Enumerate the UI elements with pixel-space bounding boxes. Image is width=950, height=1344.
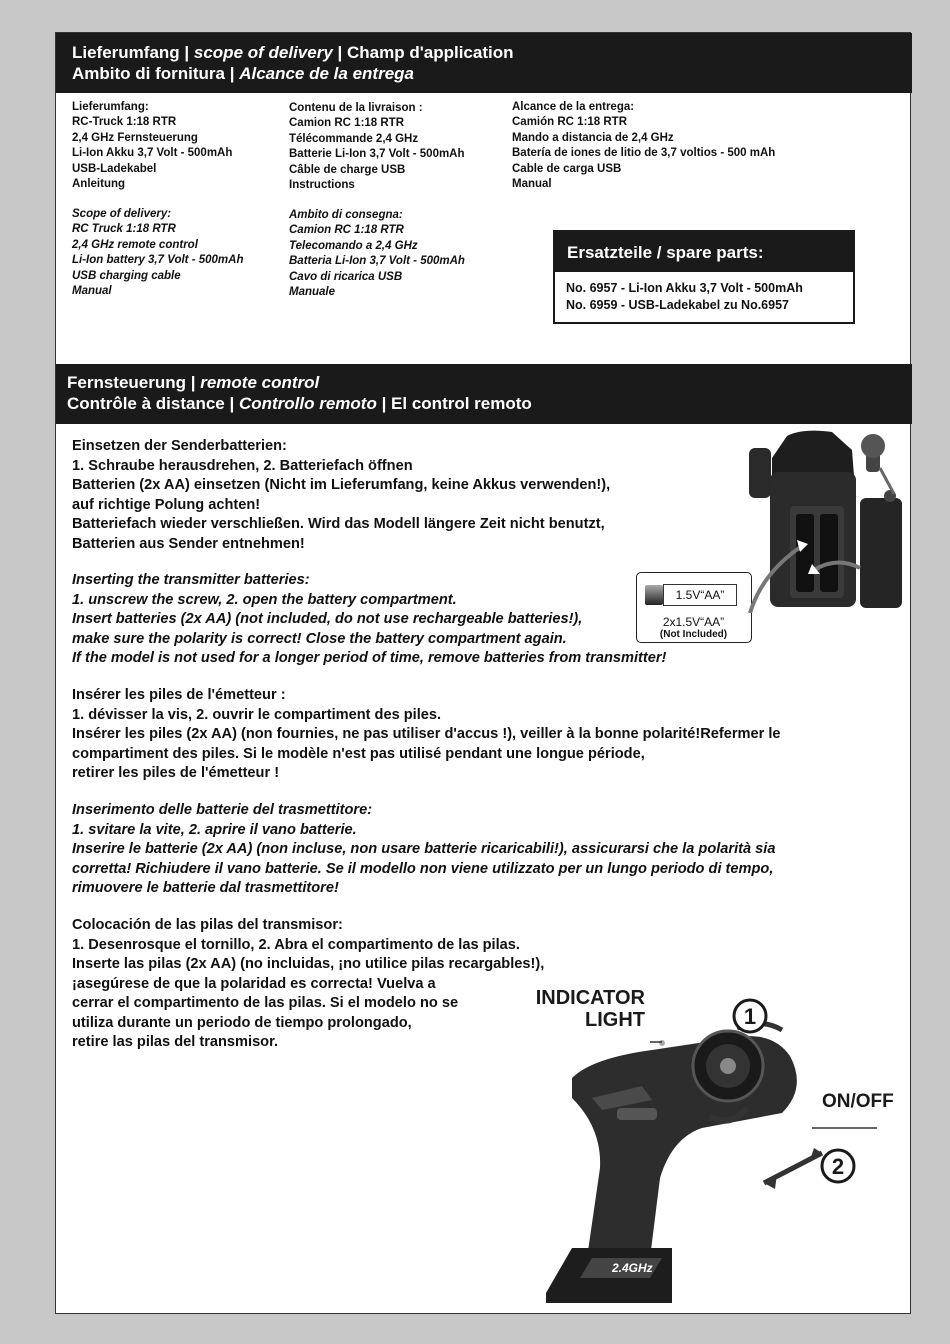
instructions-it: Inserimento delle batterie del trasmettitore: 1. svitare la vite, 2. aprire il vano batterie. Inserire le batterie (2x AA) (non incluse, non usare batterie ricaricabili!), assicurarsi che la polarità sia corretta! Richiudere il vano batterie. Se il modello non viene utilizzato per un lungo periodo di tempo, rimuovere le batterie dal trasmettitore! [72,802,776,896]
onoff-label: ON/OFF [822,1091,894,1112]
battery-compartment-illustration [742,428,912,613]
indicator-light-label: INDICATOR LIGHT [535,987,645,1031]
instructions-de: Einsetzen der Senderbatterien: 1. Schraube herausdrehen, 2. Batteriefach öffnen Batterien (2x AA) einsetzen (Nicht im Lieferumfang, keine Akkus verwenden!), auf richtige Polung achten! Batteriefach wieder verschließen. Wird das Modell längere Zeit nicht benutzt, Batterien aus Sender entnehmen! [72,438,611,552]
frequency-logo: 2.4GHz [612,1261,653,1275]
step-1-label: 1 [743,1004,757,1029]
delivery-list-es: Alcance de la entrega: Camión RC 1:18 RTR Mando a distancia de 2,4 GHz Batería de iones de litio de 3,7 voltios - 500 mAh Cable de carga USB Manual [512,101,776,191]
instructions-en: Inserting the transmitter batteries: 1. unscrew the screw, 2. open the battery compartment. Insert batteries (2x AA) (not included, do not use rechargeable batteries!), make sure the polarity is correct! Close the battery compartment again. If the model is not used for a longer period of time, remove batteries from transmitter! [72,572,667,666]
battery-note: (Not Included) [659,629,728,640]
battery-icon [645,585,663,605]
spare-parts-title: Ersatzteile / spare parts: [555,232,853,272]
battery-label: 1.5V“AA” [663,584,737,606]
delivery-list-de: Lieferumfang: RC-Truck 1:18 RTR 2,4 GHz Fernsteuerung Li-Ion Akku 3,7 Volt - 500mAh USB-Ladekabel Anleitung [72,101,233,191]
spare-parts-box [553,230,855,324]
instructions-es: Colocación de las pilas del transmisor: 1. Desenrosque el tornillo, 2. Abra el compartimento de las pilas. Inserte las pilas (2x AA) (no incluidas, ¡no utilice pilas recargables!), ¡asegúrese de que la polaridad es correcta! Vuelva a cerrar el compartimento de las pilas. Si el modelo no se utiliza durante un periodo de tiempo prolongado, retire las pilas del transmisor. [72,917,545,1050]
remote-control-header: Fernsteuerung | remote control Contrôle à distance | Controllo remoto | El control remoto [56,364,912,424]
spare-part-item: No. 6957 - Li-Ion Akku 3,7 Volt - 500mAh [566,281,803,295]
spare-part-item: No. 6959 - USB-Ladekabel zu No.6957 [566,298,789,312]
delivery-list-fr: Contenu de la livraison : Camion RC 1:18 RTR Télécommande 2,4 GHz Batterie Li-Ion 3,7 Volt - 500mAh Câble de charge USB Instructions [289,102,465,192]
battery-qty: 2x1.5V“AA” [662,615,725,629]
manual-page [55,32,911,1314]
delivery-list-it: Ambito di consegna: Camion RC 1:18 RTR Telecomando a 2,4 GHz Batteria Li-Ion 3,7 Volt - 500mAh Cavo di ricarica USB Manuale [289,209,465,299]
battery-info-box [636,572,752,643]
delivery-header: Lieferumfang | scope of delivery | Champ d'application Ambito di fornitura | Alcance de la entrega [56,33,912,93]
instructions-fr: Insérer les piles de l'émetteur : 1. dévisser la vis, 2. ouvrir le compartiment des piles. Insérer les piles (2x AA) (non fournies, ne pas utiliser d'accus !), veiller à la bonne polarité!Refermer le compartiment des piles. Si le modèle n'est pas utilisé pendant une longue période, retirer les piles de l'émetteur ! [72,687,781,781]
step-2-label: 2 [831,1154,845,1179]
delivery-list-en: Scope of delivery: RC Truck 1:18 RTR 2,4 GHz remote control Li-Ion battery 3,7 Volt - 500mAh USB charging cable Manual [72,208,244,298]
